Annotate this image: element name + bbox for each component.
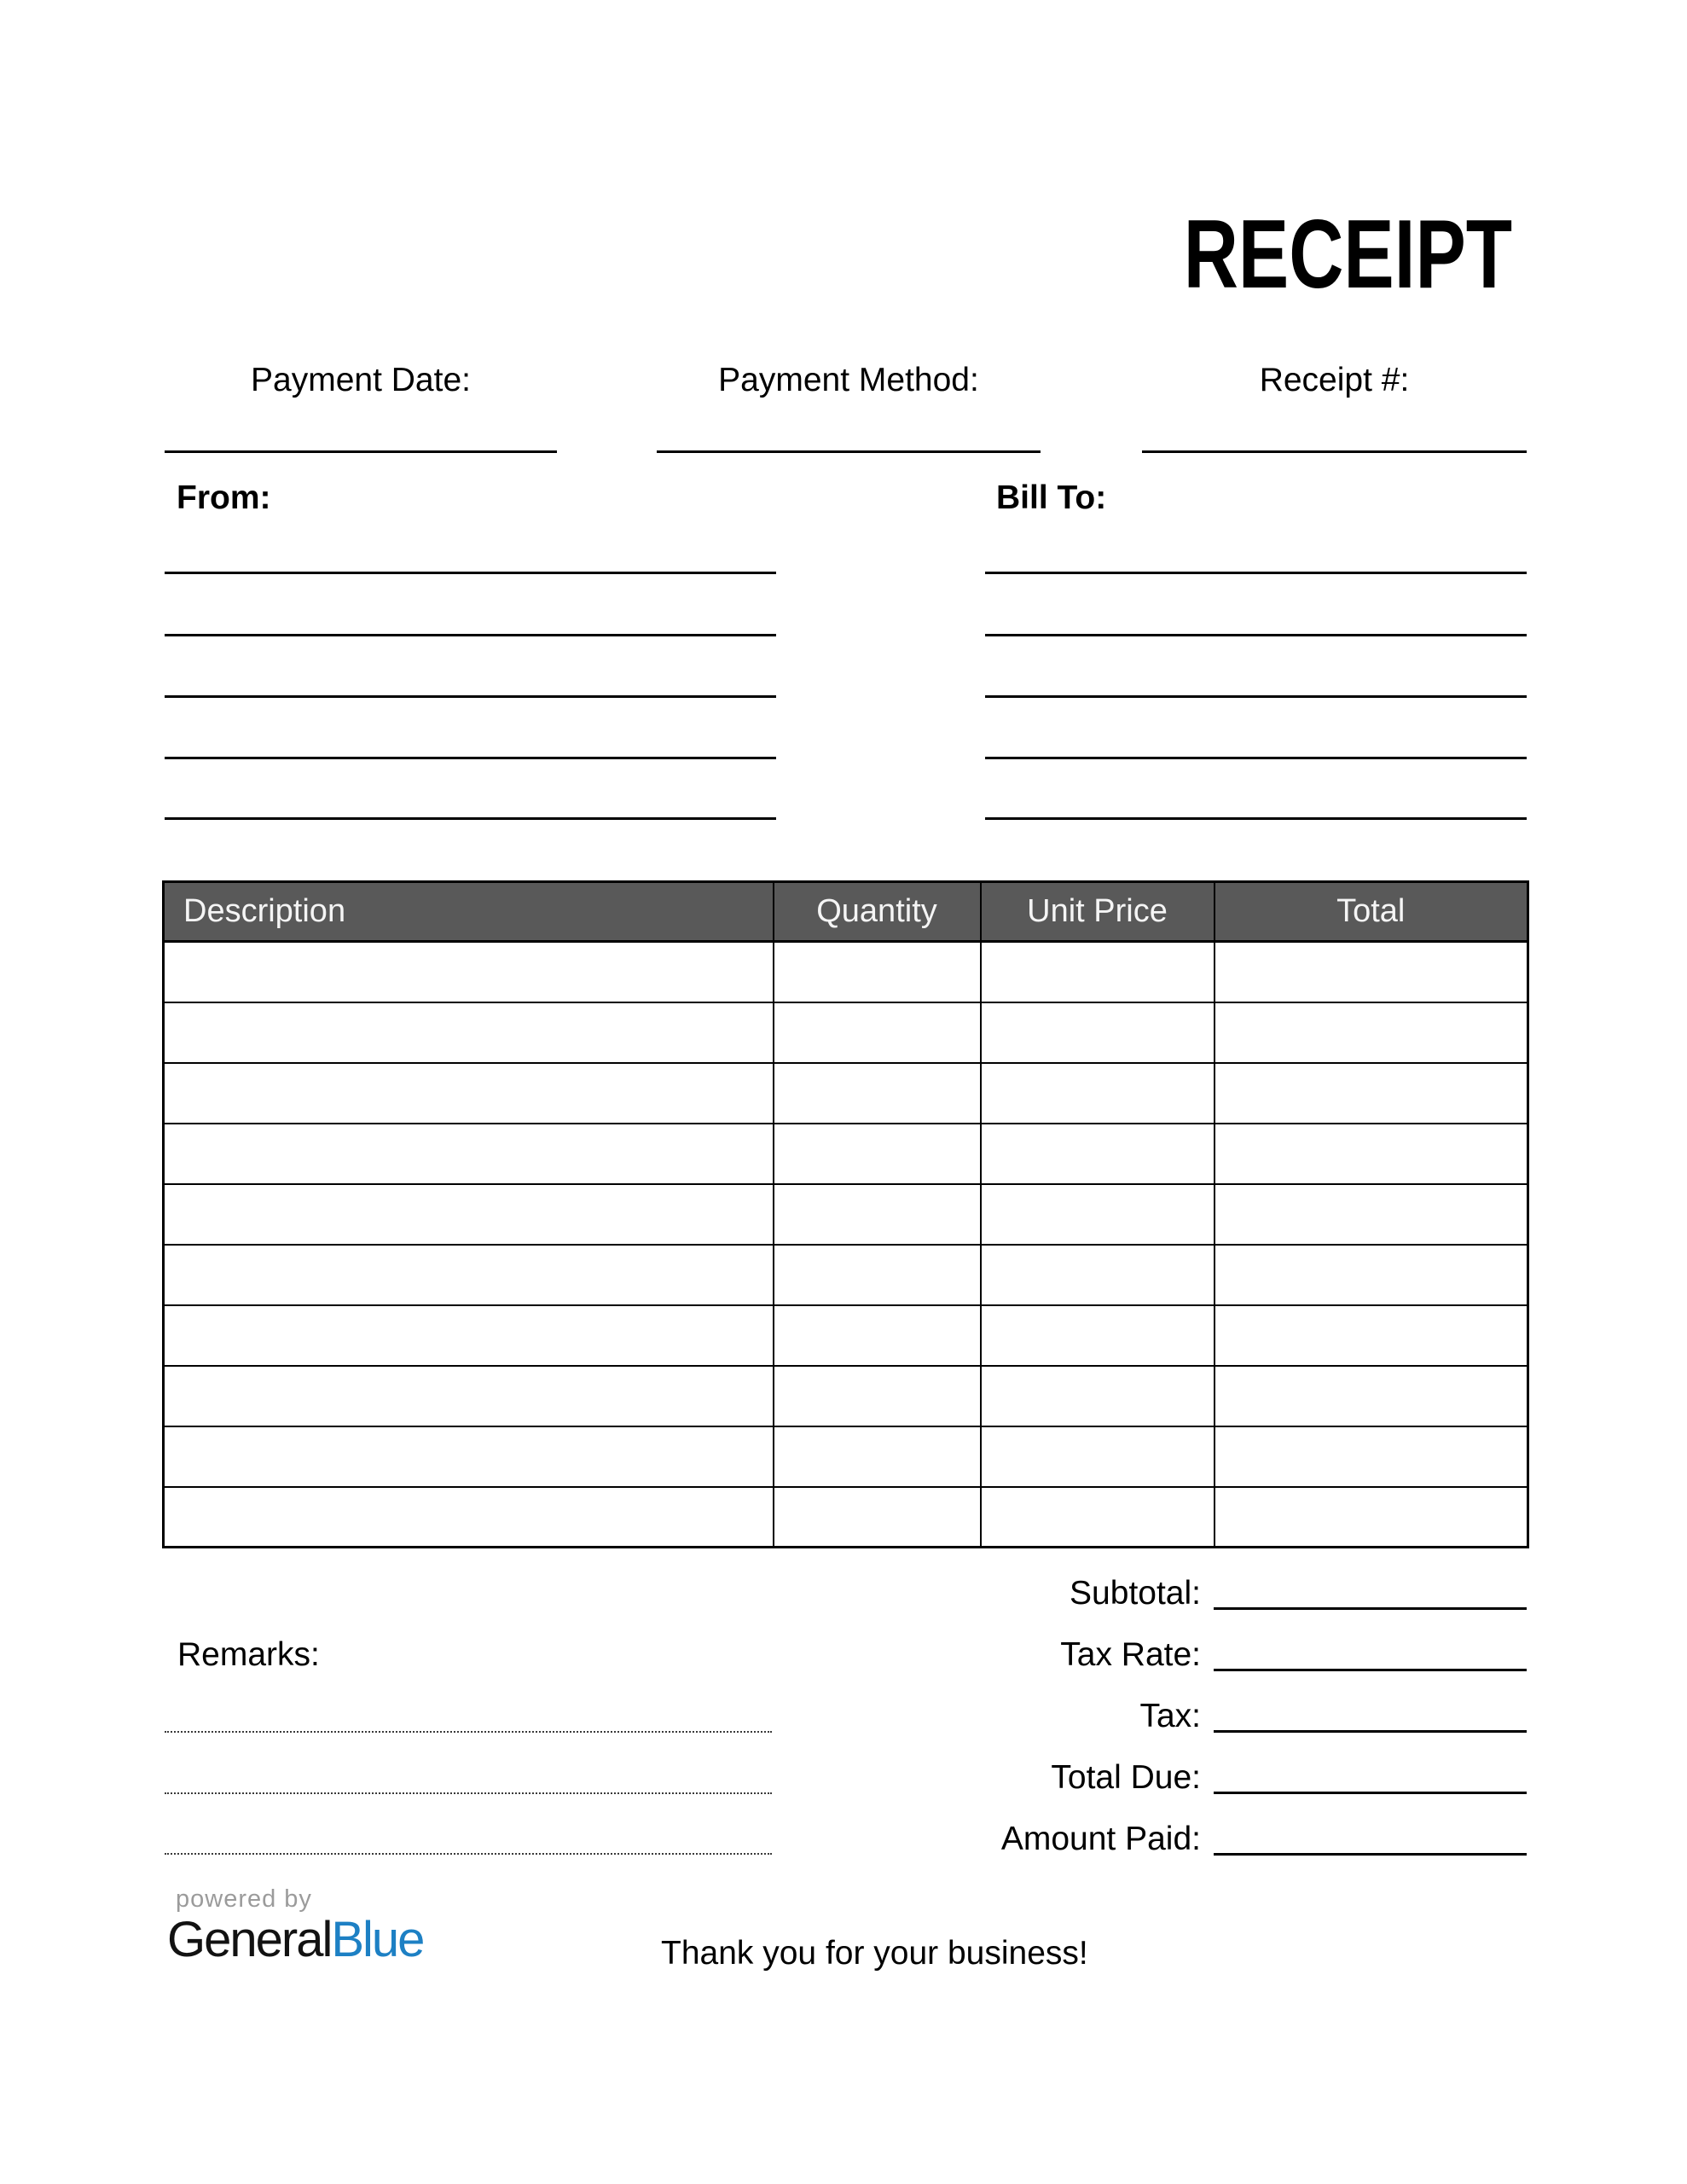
table-row bbox=[164, 1487, 1528, 1548]
remarks-blank-line bbox=[165, 1731, 772, 1733]
table-cell bbox=[981, 1245, 1215, 1305]
table-cell bbox=[981, 1366, 1215, 1426]
table-row bbox=[164, 1002, 1528, 1063]
general-blue-logo bbox=[167, 1914, 423, 1966]
table-cell bbox=[1215, 1002, 1528, 1063]
powered-by-text: powered by bbox=[176, 1885, 312, 1913]
table-row bbox=[164, 942, 1528, 1002]
tax-rate-label: Tax Rate: bbox=[1060, 1636, 1201, 1673]
remarks-label: Remarks: bbox=[177, 1636, 320, 1673]
table-cell bbox=[981, 1063, 1215, 1124]
column-header-unit-price: Unit Price bbox=[981, 882, 1215, 942]
table-cell bbox=[774, 1305, 981, 1366]
table-cell bbox=[774, 1426, 981, 1487]
table-cell bbox=[774, 1002, 981, 1063]
from-blank-line bbox=[165, 817, 776, 820]
line-items-table bbox=[162, 880, 1529, 1548]
remarks-blank-line bbox=[165, 1853, 772, 1855]
table-cell bbox=[774, 1184, 981, 1245]
receipt-number-field bbox=[1142, 363, 1527, 457]
table-cell bbox=[164, 1487, 774, 1548]
payment-method-field bbox=[657, 363, 1041, 457]
table-cell bbox=[774, 1124, 981, 1184]
table-cell bbox=[981, 1124, 1215, 1184]
table-cell bbox=[1215, 1184, 1528, 1245]
receipt-number-blank-line bbox=[1142, 450, 1527, 453]
table-cell bbox=[1215, 1124, 1528, 1184]
table-cell bbox=[164, 1366, 774, 1426]
bill-to-label: Bill To: bbox=[996, 479, 1107, 516]
from-label: From: bbox=[177, 479, 271, 516]
payment-method-label: Payment Method: bbox=[718, 362, 979, 398]
from-blank-line bbox=[165, 572, 776, 574]
from-blank-line bbox=[165, 757, 776, 759]
tax-label: Tax: bbox=[1139, 1698, 1201, 1734]
table-cell bbox=[774, 1245, 981, 1305]
table-cell bbox=[164, 1063, 774, 1124]
table-cell bbox=[1215, 942, 1528, 1002]
total-due-label: Total Due: bbox=[1051, 1759, 1201, 1796]
column-header-description: Description bbox=[164, 882, 774, 942]
table-row bbox=[164, 1124, 1528, 1184]
table-cell bbox=[981, 1002, 1215, 1063]
table-row bbox=[164, 1305, 1528, 1366]
table-cell bbox=[1215, 1487, 1528, 1548]
from-blank-line bbox=[165, 634, 776, 636]
logo-text-general: General bbox=[167, 1912, 332, 1967]
table-row bbox=[164, 1063, 1528, 1124]
subtotal-blank-line bbox=[1214, 1607, 1527, 1610]
payment-date-field bbox=[165, 363, 557, 457]
tax-rate-blank-line bbox=[1214, 1669, 1527, 1671]
total-due-blank-line bbox=[1214, 1792, 1527, 1794]
amount-paid-label: Amount Paid: bbox=[1000, 1821, 1201, 1857]
column-header-total: Total bbox=[1215, 882, 1528, 942]
from-blank-line bbox=[165, 695, 776, 698]
table-row bbox=[164, 1184, 1528, 1245]
table-cell bbox=[164, 1245, 774, 1305]
table-cell bbox=[1215, 1305, 1528, 1366]
table-cell bbox=[1215, 1245, 1528, 1305]
table-cell bbox=[981, 1487, 1215, 1548]
payment-method-blank-line bbox=[657, 450, 1041, 453]
table-cell bbox=[1215, 1426, 1528, 1487]
receipt-number-label: Receipt #: bbox=[1259, 362, 1410, 398]
table-cell bbox=[164, 1305, 774, 1366]
table-cell bbox=[1215, 1366, 1528, 1426]
table-header-row bbox=[164, 882, 1528, 942]
bill-to-blank-line bbox=[985, 757, 1527, 759]
table-cell bbox=[981, 1305, 1215, 1366]
table-row bbox=[164, 1426, 1528, 1487]
table-cell bbox=[164, 1184, 774, 1245]
remarks-blank-line bbox=[165, 1792, 772, 1794]
table-cell bbox=[774, 1487, 981, 1548]
page-title: RECEIPT bbox=[1183, 200, 1512, 309]
thank-you-message: Thank you for your business! bbox=[661, 1935, 1088, 1972]
table-cell bbox=[1215, 1063, 1528, 1124]
bill-to-blank-line bbox=[985, 817, 1527, 820]
table-cell bbox=[774, 1366, 981, 1426]
table-cell bbox=[774, 1063, 981, 1124]
table-cell bbox=[774, 942, 981, 1002]
table-cell bbox=[164, 1426, 774, 1487]
logo-text-blue: Blue bbox=[331, 1912, 424, 1967]
payment-date-blank-line bbox=[165, 450, 557, 453]
bill-to-blank-line bbox=[985, 695, 1527, 698]
table-cell bbox=[164, 1124, 774, 1184]
bill-to-blank-line bbox=[985, 572, 1527, 574]
table-cell bbox=[981, 942, 1215, 1002]
bill-to-blank-line bbox=[985, 634, 1527, 636]
column-header-quantity: Quantity bbox=[774, 882, 981, 942]
tax-blank-line bbox=[1214, 1730, 1527, 1733]
table-cell bbox=[164, 1002, 774, 1063]
table-row bbox=[164, 1366, 1528, 1426]
table-cell bbox=[981, 1426, 1215, 1487]
payment-date-label: Payment Date: bbox=[251, 362, 471, 398]
table-cell bbox=[981, 1184, 1215, 1245]
table-cell bbox=[164, 942, 774, 1002]
subtotal-label: Subtotal: bbox=[1070, 1575, 1201, 1612]
table-row bbox=[164, 1245, 1528, 1305]
amount-paid-blank-line bbox=[1214, 1853, 1527, 1856]
